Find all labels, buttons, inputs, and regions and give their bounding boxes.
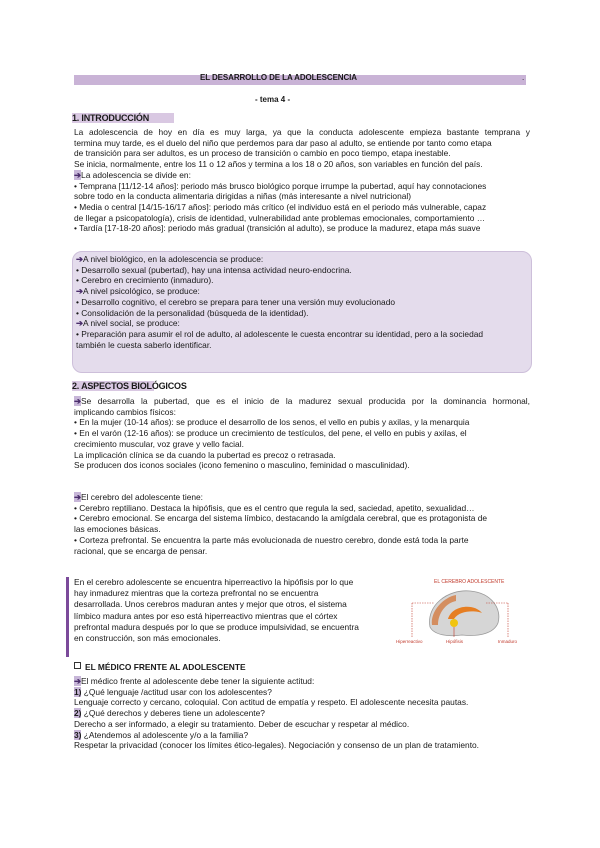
text-line: • Desarrollo sexual (pubertad), hay una intensa actividad neuro-endocrina. — [76, 264, 352, 275]
section1-heading: 1. INTRODUCCIÓN — [72, 113, 150, 123]
answer-line: Derecho a ser informado, a elegir su tratamiento. Deber de escuchar y respetar al médico. — [74, 718, 410, 729]
box-heading-psy: ➔A nivel psicológico, se produce: — [76, 286, 200, 297]
text-line: • En el varón (12-16 años): se produce un crecimiento de testículos, del pene, el vello en pubis y axilas, el — [74, 428, 467, 439]
figure-title: EL CEREBRO ADOLESCENTE — [434, 579, 505, 585]
phase-line: de llegar a psicopatología), crisis de identidad, vulnerabilidad ante problemas emocionales, comportamiento … — [74, 212, 486, 223]
quote-accent-bar — [66, 577, 69, 657]
phase-line: • Temprana [11/12-14 años]: periodo más brusco biológico porque irrumpe la pubertad, aquí hay connotaciones — [74, 180, 487, 191]
question-line: 2) ¿Qué derechos y deberes tiene un adolescente? — [74, 708, 265, 719]
question-line: 3) ¿Atendemos al adolescente y/o a la familia? — [74, 729, 249, 740]
answer-line: Lenguaje correcto y cercano, coloquial. Con actitud de empatía y respeto. El adolescente necesita pautas. — [74, 697, 469, 708]
text-line: La adolescencia de hoy en día es muy larga, ya que la conducta adolescente empieza bastante temprana y — [74, 127, 530, 137]
text-line: • En la mujer (10-14 años): se produce el desarrollo de los senos, el vello en pubis y axilas, y la menarquia — [74, 417, 470, 428]
checkbox-bullet-icon — [74, 662, 81, 669]
text-line: • Cerebro emocional. Se encarga del sistema límbico, destacando la amígdala cerebral, que es protagonista de — [74, 513, 488, 524]
question-number: 2) — [74, 708, 82, 719]
text-line: límbico madura antes por eso está hiperreactivo mientras que el córtex — [74, 610, 338, 621]
phase-line: sobre todo en la conducta alimentaria dirigidas a niñas (más interesante a nivel nutricional) — [74, 191, 412, 202]
question-number: 1) — [74, 686, 82, 697]
brain-heading: ➔El cerebro del adolescente tiene: — [74, 492, 204, 502]
text-line — [74, 170, 530, 181]
phase-line: • Tardía [17-18-20 años]: periodo más gradual (transición al adulto), se produce la madurez, etapa más suave — [74, 223, 481, 234]
text-line: La implicación clínica se da cuando la pubertad es precoz o retrasada. — [74, 449, 336, 460]
brain-illustration — [390, 575, 530, 655]
answer-line: Respetar la privacidad (conocer los límites ético-legales). Negociación y consenso de un plan de tratamiento. — [74, 740, 480, 751]
section3-heading-line — [74, 662, 530, 673]
section1-intro — [74, 127, 530, 234]
figure-label-right: Inmaduro — [498, 639, 518, 644]
text-line: Se inicia, normalmente, entre los 11 o 12 años y termina a los 18 o 20 años, son variables en función del país. — [74, 159, 483, 170]
text-line: también le cuesta saberlo identificar. — [76, 339, 212, 350]
text-line: • Consolidación de la personalidad (búsqueda de la identidad). — [76, 307, 309, 318]
arrow-icon: ➔ — [74, 492, 82, 502]
text-line: • Cerebro en crecimiento (inmaduro). — [76, 275, 214, 286]
text-line: desarrollada. Unos cerebros maduran antes y mejor que otros, el sistema — [74, 599, 347, 610]
section2-heading: 2. ASPECTOS BIOLÓGICOS — [72, 381, 187, 391]
brain-quote — [74, 577, 386, 644]
divide-label: La adolescencia se divide en: — [81, 169, 191, 180]
text-line: • Cerebro reptiliano. Destaca la hipófisis, que es el centro que regula la sed, saciedad, apetito, sexualidad… — [74, 502, 475, 513]
question-number: 3) — [74, 729, 82, 740]
arrow-icon: ➔ — [76, 254, 84, 264]
text-line: de transición para ser adultos, es un proceso de transición o cambio en poco tiempo, etapa inestable. — [74, 148, 451, 159]
text-line: ➔El médico frente al adolescente debe tener la siguiente actitud: — [74, 676, 315, 686]
text-line: Se producen dos iconos sociales (icono femenino o masculino, feminidad o masculinidad). — [74, 460, 410, 471]
text-line: • Corteza prefrontal. Se encuentra la parte más evolucionada de nuestro cerebro, donde está toda la parte — [74, 534, 469, 545]
summary-box-content — [76, 254, 526, 350]
arrow-icon: ➔ — [74, 676, 82, 686]
figure-label-left: Hiperreactivo — [396, 639, 423, 644]
arrow-icon: ➔ — [76, 318, 84, 329]
arrow-icon: ➔ — [74, 169, 82, 180]
arrow-icon: ➔ — [74, 396, 82, 406]
box-heading-bio: ➔A nivel biológico, en la adolescencia se produce: — [76, 254, 264, 264]
doctor-block — [74, 676, 530, 751]
brain-block — [74, 492, 530, 556]
question-line: 1) ¿Qué lenguaje /actitud usar con los adolescentes? — [74, 686, 272, 697]
text-line: en construcción, son más emocionales. — [74, 633, 221, 644]
section3-heading: EL MÉDICO FRENTE AL ADOLESCENTE — [85, 662, 246, 672]
document-title: EL DESARROLLO DE LA ADOLESCENCIA — [200, 73, 357, 82]
text-line: termina muy tarde, es el duelo del niño que perdemos para dar paso al adulto, se entiende por tanto como etapa — [74, 137, 492, 148]
phase-line: • Media o central [14/15-16/17 años]: periodo más crítico (el individuo está en el periodo más vulnerable, capaz — [74, 201, 487, 212]
box-heading-soc: ➔A nivel social, se produce: — [76, 318, 180, 329]
arrow-icon: ➔ — [76, 286, 84, 297]
text-line: prefrontal madura después por lo que se produce impulsividad, se encuentra — [74, 621, 359, 632]
puberty-block — [74, 396, 530, 471]
title-dot: . — [522, 73, 525, 82]
brain-figure — [390, 575, 530, 655]
text-line: implicando cambios físicos: — [74, 406, 176, 417]
text-line: En el cerebro adolescente se encuentra hiperreactivo la hipófisis por lo que — [74, 577, 354, 587]
text-line: racional, que se encarga de pensar. — [74, 545, 208, 556]
text-line: las emociones básicas. — [74, 524, 161, 535]
text-line: crecimiento muscular, voz grave y vello facial. — [74, 438, 244, 449]
figure-label-center: Hipófisis — [446, 639, 464, 644]
pituitary-shape — [450, 619, 458, 627]
document-subtitle: - tema 4 - — [255, 95, 291, 104]
text-line: hay inmadurez mientras que la corteza prefrontal no se encuentra — [74, 588, 319, 599]
text-line: ➔Se desarrolla la pubertad, que es el inicio de la madurez sexual producida por la dominancia hormonal, — [74, 396, 530, 406]
text-line: • Preparación para asumir el rol de adulto, al adolescente le cuesta encontrar su identidad, pero a la sociedad — [76, 328, 484, 339]
text-line: • Desarrollo cognitivo, el cerebro se prepara para tener una versión muy evolucionado — [76, 296, 396, 307]
